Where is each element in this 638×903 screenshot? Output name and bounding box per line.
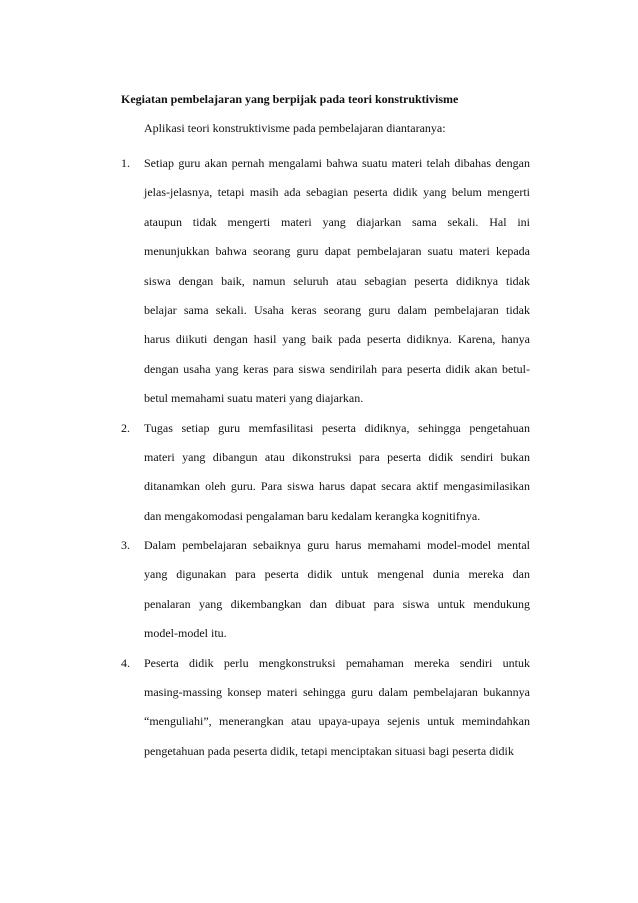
list-item-number: 1.: [121, 156, 130, 170]
text-line: jelas-jelasnya, tetapi masih ada sebagian peserta didik yang belum mengerti: [144, 185, 530, 200]
list-item: [0, 649, 638, 767]
intro-paragraph: Aplikasi teori konstruktivisme pada pembelajaran diantaranya:: [144, 121, 446, 135]
text-line: betul memahami suatu materi yang diajarkan.: [144, 391, 364, 406]
text-line: menunjukkan bahwa seorang guru dapat pembelajaran suatu materi kepada: [144, 244, 530, 259]
list-item-text: [144, 649, 530, 767]
text-line: Peserta didik perlu mengkonstruksi pemahaman mereka sendiri untuk: [144, 655, 530, 670]
numbered-list: [0, 149, 638, 766]
list-item-text: [144, 531, 530, 649]
text-line: pengetahuan pada peserta didik, tetapi menciptakan situasi bagi peserta didik: [144, 743, 514, 758]
list-item-text: [144, 414, 530, 532]
list-item-number: 4.: [121, 655, 130, 670]
text-line: “menguliahi”, menerangkan atau upaya-upaya sejenis untuk memindahkan: [144, 714, 530, 729]
list-item: [0, 149, 638, 414]
text-line: materi yang dibangun atau dikonstruksi para peserta didik sendiri bukan: [144, 449, 530, 464]
text-line: belajar sama sekali. Usaha keras seorang guru dalam pembelajaran tidak: [144, 302, 530, 317]
text-line: dengan usaha yang keras para siswa sendirilah para peserta didik akan betul-: [144, 361, 530, 376]
text-line: ditanamkan oleh guru. Para siswa harus dapat secara aktif mengasimilasikan: [144, 479, 530, 494]
text-line: masing-massing konsep materi sehingga guru dalam pembelajaran bukannya: [144, 685, 530, 700]
list-item: [0, 414, 638, 532]
text-line: Setiap guru akan pernah mengalami bahwa suatu materi telah dibahas dengan: [144, 156, 530, 170]
list-item-number: 2.: [121, 420, 130, 435]
text-line: siswa dengan baik, namun seluruh atau sebagian peserta didiknya tidak: [144, 273, 530, 288]
text-line: harus diikuti dengan hasil yang baik pada peserta didiknya. Karena, hanya: [144, 332, 530, 347]
list-item-number: 3.: [121, 538, 130, 553]
text-line: yang digunakan para peserta didik untuk mengenal dunia mereka dan: [144, 567, 530, 582]
text-line: model-model itu.: [144, 626, 227, 641]
list-item-text: [144, 149, 530, 414]
list-item: [0, 531, 638, 649]
text-line: penalaran yang dikembangkan dan dibuat para siswa untuk mendukung: [144, 596, 530, 611]
text-line: Tugas setiap guru memfasilitasi peserta didiknya, sehingga pengetahuan: [144, 420, 530, 435]
text-line: Dalam pembelajaran sebaiknya guru harus memahami model-model mental: [144, 538, 530, 553]
document-title: Kegiatan pembelajaran yang berpijak pada teori konstruktivisme: [121, 92, 459, 106]
text-line: dan mengakomodasi pengalaman baru kedalam kerangka kognitifnya.: [144, 508, 481, 523]
text-line: ataupun tidak mengerti materi yang diajarkan sama sekali. Hal ini: [144, 214, 530, 229]
